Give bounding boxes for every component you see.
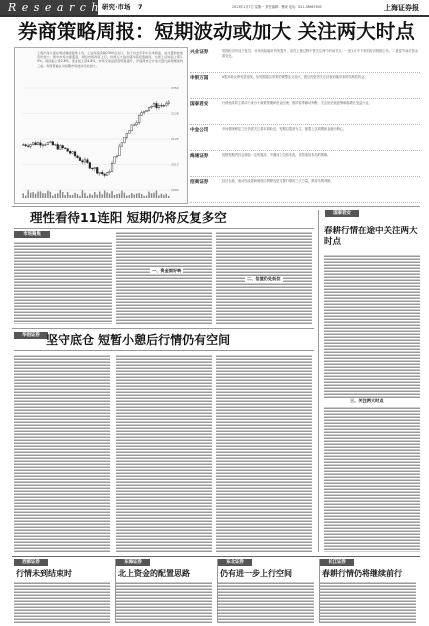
chart-y-tick: 2125 [171,137,179,141]
bottom-article-body [218,581,314,623]
bottom-column-divider [319,559,320,623]
main-section-tag: 市场聚焦 [14,231,50,238]
candle-body [91,168,93,169]
opinion-source: 申银万国 [190,76,209,81]
volume-bar [50,192,51,198]
candle-body [133,125,135,126]
candle-body [126,133,128,137]
volume-bar [161,194,162,198]
candle-body [64,148,66,149]
opinion-source: 招商证券 [190,180,209,185]
middle-title-rule [14,350,314,351]
volume-bar [119,193,120,198]
volume-bar [74,193,75,198]
candle-body [148,107,150,110]
masthead [0,0,429,15]
volume-bar [59,190,60,198]
candle-body [40,143,42,146]
middle-tag: 华创证券 [14,332,48,339]
bottom-column-divider [115,559,116,623]
masthead-info: 2013年1月7日 星期一 责任编辑：曹晓 电话：021-38967600 [232,5,322,9]
main-column-2 [116,231,212,324]
candle-body [131,125,133,131]
volume-bar [104,191,105,198]
candle-body [121,143,123,146]
opinion-text: 短期经济仍处于复苏，市场风险偏好有所提升，但在上涨过程中需关注两个时间节点：一是1月中下旬的经济数据公布，二是春节前后资金面变化。 [222,49,418,58]
volume-bar [111,191,112,198]
volume-bar [143,196,144,198]
volume-bar [30,193,31,198]
candle-body [158,105,160,107]
sidebar-divider [318,210,319,552]
volume-bar [114,195,115,198]
candle-body [128,131,130,134]
middle-title: 坚守底仓 短暂小憩后行情仍有空间 [46,333,231,347]
candle-body [141,113,143,116]
main-title-rule [14,228,314,229]
middle-column-3 [216,354,312,552]
candle-body [37,143,39,145]
candle-body [124,137,126,142]
candle-body [168,102,170,103]
bottom-article [218,559,318,623]
volume-bar [148,192,149,198]
volume-bar [126,195,127,198]
volume-bar [116,194,117,198]
opinion-row [190,151,420,177]
opinion-row [190,73,420,99]
bottom-article-tag: 东北证券 [218,559,252,566]
volume-bar [158,195,159,198]
volume-bar [25,196,26,198]
candle-body [106,173,108,176]
volume-bar [27,190,28,198]
candle-body [114,157,116,163]
page-number: 7 [138,3,143,11]
volume-bar [92,195,93,198]
candle-body [109,171,111,172]
main-column-1 [14,241,112,324]
volume-bar [138,193,139,198]
volume-bar [45,193,46,198]
candle-body [74,152,76,156]
candle-body [32,143,34,145]
volume-bar [82,190,83,198]
bottom-article-tag: 东海证券 [116,559,150,566]
volume-bar [42,193,43,198]
candle-body [69,151,71,153]
volume-bar [87,196,88,198]
candle-body [111,163,113,171]
volume-bar [109,194,110,198]
opinion-row [190,177,420,203]
main-title: 理性看待11连阳 短期仍将反复多空 [30,210,227,225]
bottom-article-title: 行情未到结束时 [16,569,72,578]
candle-body [143,112,145,113]
candle-body [116,156,118,157]
banner-headline: 券商策略周报：短期波动或加大 关注两大时点 [18,20,415,43]
bottom-article-body [320,581,416,623]
bottom-article-title: 仍有进一步上行空间 [220,569,292,578]
sidebar-body-top [324,254,420,398]
index-candlestick-chart [18,84,184,200]
volume-bar [163,195,164,198]
opinion-text: A股本轮反弹有望延续，但短期超买带来的调整压力加大，建议投资者关注估值切换带来的结构性机会。 [222,75,368,79]
candle-body [153,103,155,106]
volume-bar [69,195,70,198]
volume-bar [133,194,134,198]
candle-body [151,106,153,107]
candle-body [35,143,37,145]
bottom-article-body [116,581,212,623]
opinion-source: 国泰君安 [190,102,209,107]
volume-bar [72,195,73,198]
volume-bar [35,194,36,198]
banner-summary: 上周沪深大盘在周初继续强势上攻，上证综指突破2300点关口，创下自去年年中以来新高，成交量较此前有所放大；周中市场出现震荡，周四市场再度上行，但周五大盘出现冲高回落格局，全周上证综指上涨1.9%，深成指上涨2.6%，创业板上涨4.8%，市场交易活跃度明显提升，沪深两市合计成交量比前周增加约三成。券商普遍认为短期市场波动可能加大。 [37,51,183,68]
candle-body [84,160,86,162]
candle-body [101,172,103,174]
candle-body [45,145,47,146]
volume-bar [32,192,33,198]
candle-body [87,160,89,163]
bottom-article [14,559,114,623]
volume-bar [84,193,85,198]
opinion-text: 行情延续的主要动力来自于政策预期和资金回流，维持春季躁动判断，关注低估值蓝筹和稳增长受益行业。 [222,101,372,105]
volume-bar [136,194,137,198]
volume-bar [106,192,107,198]
candle-body [99,172,101,173]
chart-y-tick: 2238 [171,111,179,116]
subhead-1: 一、资金面好转 [152,268,182,273]
candle-body [82,161,84,162]
bottom-article-tag: 长江证券 [320,559,354,566]
subhead-2: 二、估值仍处低位 [247,276,281,281]
volume-bar [64,195,65,198]
candle-body [119,146,121,156]
volume-bar [124,193,125,198]
candle-body [52,142,54,145]
subhead-3: 三、关注两大时点 [350,398,384,403]
section-rule [12,206,420,207]
candle-body [94,167,96,168]
volume-bar [151,193,152,198]
candle-body [27,146,29,147]
candle-body [146,110,148,111]
candle-body [79,158,81,161]
paper-name: 上海证券报 [384,3,419,12]
bottom-article-title: 春耕行情仍将继续前行 [322,569,402,578]
bottom-article-body [14,581,110,623]
volume-bar [52,196,53,198]
volume-bar [79,196,80,198]
opinion-row [190,125,420,151]
candle-body [25,145,27,146]
bottom-column-divider [217,559,218,623]
sidebar-body-bottom [324,406,420,552]
candle-body [163,105,165,106]
masthead-brand: R e s e a r c h [8,1,100,14]
section-name: 研究·市场 [102,3,131,11]
candle-body [59,146,61,150]
volume-bar [67,192,68,198]
candle-body [22,145,24,146]
volume-bar [153,193,154,198]
banner-chart-box [14,47,188,204]
volume-bar [101,194,102,198]
volume-bar [47,191,48,198]
volume-bar [62,192,63,198]
candle-body [165,103,167,105]
chart-y-tick: 2350 [171,86,179,90]
volume-bar [156,191,157,198]
volume-bar [37,191,38,198]
opinion-row [190,99,420,125]
middle-rule [12,328,314,329]
candle-body [77,156,79,158]
opinion-row [190,47,420,73]
opinion-text: 经济企稳、流动性改善和制度红利释放是支撑行情的三大力量，维持乐观判断。 [222,179,334,183]
candle-body [50,142,52,143]
candle-body [62,146,64,148]
volume-bar [168,196,169,198]
candle-body [72,152,74,153]
candle-body [30,144,32,146]
volume-bar [96,195,97,198]
opinion-source: 兴业证券 [190,50,209,55]
bottom-article-title: 北上资金的配置思路 [118,569,190,578]
volume-bar [89,194,90,198]
volume-bar [40,191,41,198]
volume-bar [77,194,78,198]
candle-body [47,143,49,145]
candle-body [57,145,59,150]
volume-bar [57,193,58,198]
opinion-text: 指数短期内仍会面临一定的震荡，中期向上趋势未改，坚持逢低布局的策略。 [222,153,331,157]
candle-body [89,163,91,169]
volume-bar [22,193,23,198]
middle-column-2 [116,354,212,552]
chart-y-tick: 1900 [171,188,179,192]
bottom-article-tag: 西部证券 [14,559,48,566]
sidebar-tag: 国泰君安 [325,210,359,217]
candle-body [96,167,98,173]
masthead-section [102,2,143,13]
volume-bar [94,192,95,198]
volume-bar [129,195,130,198]
bottom-top-rule [12,556,420,557]
candle-body [136,122,138,124]
broker-opinions [190,47,420,203]
opinion-text: 市场情绪修复之后仍需关注基本面验证，短期以震荡为主，配置上以周期和金融为核心。 [222,127,347,131]
bottom-article [116,559,216,623]
candle-body [104,174,106,176]
candle-body [67,149,69,152]
volume-bar [121,191,122,198]
volume-bar [141,194,142,198]
candle-body [156,103,158,107]
opinion-source: 中金公司 [190,128,209,133]
volume-bar [55,194,56,198]
candle-body [42,145,44,146]
candle-body [138,115,140,122]
volume-bar [99,192,100,198]
candle-body [161,105,163,106]
sidebar-title: 春耕行情在途中关注两大时点 [324,226,418,247]
candle-body [54,145,56,146]
opinion-source: 海通证券 [190,154,209,159]
volume-bar [166,194,167,198]
bottom-article [320,559,420,623]
masthead-rule [0,15,429,17]
volume-bar [131,193,132,198]
volume-bar [146,196,147,198]
chart-y-tick: 2013 [171,162,179,167]
middle-column-1 [14,354,110,552]
